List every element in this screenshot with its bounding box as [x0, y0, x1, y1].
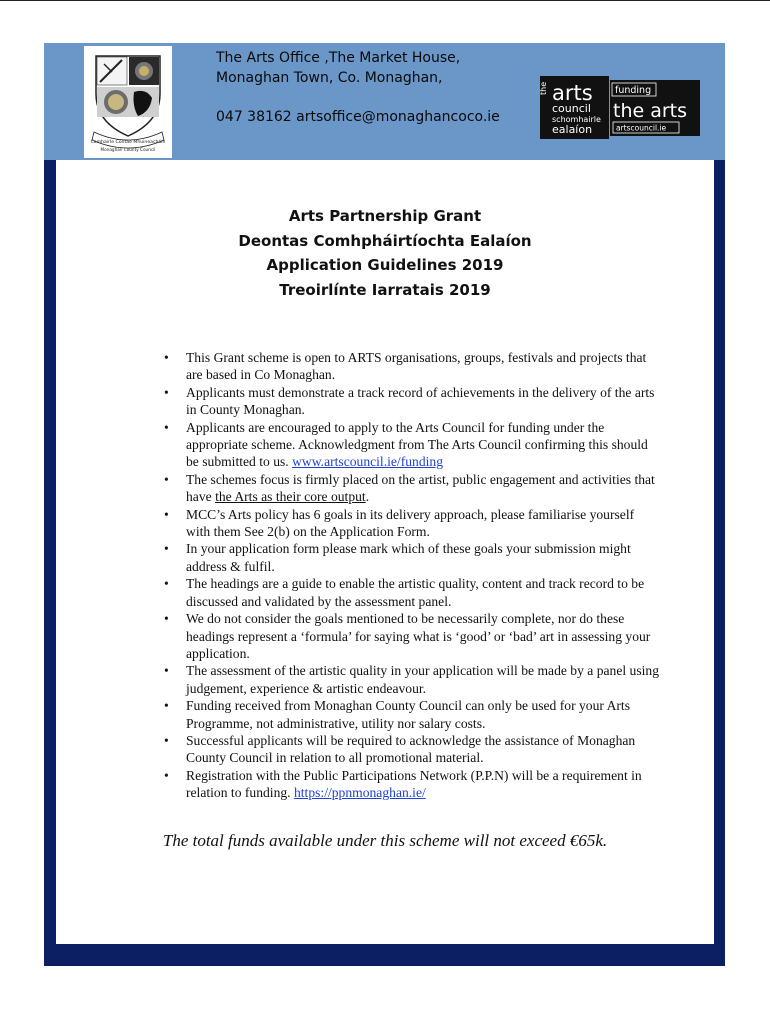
guideline-item: • In your application form please mark which of these goals your submission might address & fulfil.: [160, 540, 660, 575]
top-rule: [0, 0, 770, 1]
guideline-item: • The headings are a guide to enable the artistic quality, content and track record to be discussed and validated by the assessment panel.: [160, 575, 660, 610]
arts-council-logo-icon: [540, 76, 609, 139]
ac-word-ealaion: ealaíon: [552, 123, 593, 136]
guideline-item: • We do not consider the goals mentioned to be necessarily complete, nor do these headings represent a ‘formula’ for saying what is ‘good’ or ‘bad’ art in assessing your application.: [160, 610, 660, 662]
guideline-text: Registration with the Public Participations Network (P.P.N) will be a requirement in relation to funding.: [186, 767, 642, 801]
office-address: [216, 48, 546, 127]
document-title: [56, 204, 714, 302]
ac-word-schomhairle: schomhairle: [552, 115, 601, 124]
guideline-item: • The assessment of the artistic quality in your application will be made by a panel using judgement, experience & artistic endeavour.: [160, 662, 660, 697]
total-funds-note: The total funds available under this scheme will not exceed €65k.: [162, 831, 608, 850]
funding-main: the arts: [613, 100, 688, 122]
arts-council-funding-link[interactable]: www.artscouncil.ie/funding: [292, 454, 443, 470]
title-line-1: Arts Partnership Grant: [288, 207, 482, 225]
guideline-item: [160, 419, 660, 471]
ac-side-word: the: [539, 81, 548, 95]
funding-the-arts-logo: [610, 80, 700, 136]
arts-council-logo: [540, 76, 609, 139]
address-line-2: Monaghan Town, Co. Monaghan,: [216, 70, 443, 86]
council-crest-logo: [84, 46, 172, 158]
funding-tag: funding: [615, 85, 652, 96]
title-line-3: Application Guidelines 2019: [266, 256, 504, 274]
guideline-item: • This Grant scheme is open to ARTS organisations, groups, festivals and projects that are based in Co Monaghan.: [160, 349, 660, 384]
underlined-text: the Arts as their core output: [215, 489, 366, 505]
ac-word-council: council: [552, 102, 591, 115]
crest-council-name: Monaghan County Council: [100, 147, 156, 152]
ppn-monaghan-link[interactable]: https://ppnmonaghan.ie/: [293, 785, 426, 801]
guideline-item: • Successful applicants will be required to acknowledge the assistance of Monaghan County Council in relation to all promotional material.: [160, 732, 660, 767]
guideline-item: • Funding received from Monaghan County Council can only be used for your Arts Programme, not administrative, utility nor salary costs.: [160, 697, 660, 732]
guideline-text-end: .: [365, 489, 370, 505]
guideline-item: • MCC’s Arts policy has 6 goals in its delivery approach, please familiarise yourself with them See 2(b) on the Application Form.: [160, 506, 660, 541]
guideline-item: • Applicants must demonstrate a track record of achievements in the delivery of the arts in County Monaghan.: [160, 384, 660, 419]
funding-site: artscouncil.ie: [616, 123, 667, 133]
title-line-2: Deontas Comhpháirtíochta Ealaíon: [238, 231, 532, 250]
title-line-4: Treoirlínte Iarratais 2019: [279, 280, 491, 299]
crest-icon: [84, 46, 172, 158]
ac-word-arts: arts: [552, 81, 593, 105]
guideline-text: Applicants are encouraged to apply to the Arts Council for funding under the appropriate scheme. Acknowledgment from The Arts Council confirming this should be submitted to us.: [186, 419, 648, 470]
guideline-item: [160, 767, 660, 802]
address-line-1: The Arts Office ,The Market House,: [216, 50, 461, 66]
guideline-item: [160, 471, 660, 506]
guidelines-list: [160, 349, 660, 802]
crest-motto: Comhairle Contae Mhuineacháin: [90, 140, 166, 145]
guideline-text: The schemes focus is firmly placed on the artist, public engagement and activities that have: [186, 471, 655, 505]
contact-line: 047 38162 artsoffice@monaghancoco.ie: [216, 109, 500, 125]
funding-logo-icon: [610, 80, 700, 136]
